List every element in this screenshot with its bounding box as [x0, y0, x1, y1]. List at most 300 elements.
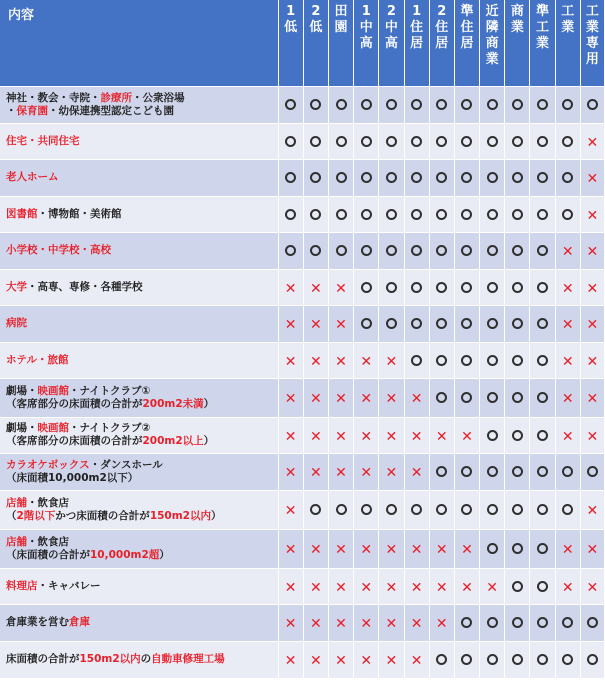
cross-icon: ✕	[360, 579, 373, 596]
cross-icon: ✕	[284, 579, 297, 596]
zone-cell-8	[454, 196, 479, 232]
circle-icon	[361, 99, 372, 110]
cross-icon: ✕	[410, 579, 423, 596]
zone-cell-13	[580, 86, 604, 123]
circle-icon	[461, 318, 472, 329]
zone-cell-12	[555, 305, 580, 342]
zone-header-char: 園	[334, 20, 348, 35]
zone-cell-12	[555, 159, 580, 196]
zone-cell-5	[379, 604, 404, 641]
zone-cell-9	[480, 453, 505, 490]
description-text: ）	[159, 548, 170, 561]
table-row	[0, 378, 605, 417]
zone-cell-6	[404, 305, 429, 342]
circle-icon	[386, 172, 397, 183]
cross-icon: ✕	[360, 465, 373, 481]
highlighted-text: ホテル・旅館	[6, 353, 69, 366]
zone-cell-11	[530, 123, 555, 159]
description-text: ・ナイトクラブ①	[69, 384, 151, 397]
circle-icon	[537, 543, 548, 554]
zone-cell-4	[354, 159, 379, 196]
cross-icon: ✕	[586, 391, 599, 407]
zone-cell-5	[379, 641, 404, 678]
zone-header-6	[404, 0, 429, 86]
cross-icon: ✕	[586, 280, 599, 297]
circle-icon	[411, 245, 422, 256]
zone-cell-13	[580, 604, 604, 641]
table-row	[0, 305, 605, 342]
description-line	[6, 653, 278, 666]
zone-header-char: 住	[460, 20, 474, 35]
zone-header-char: 隣	[485, 20, 499, 35]
zone-cell-11	[530, 417, 555, 453]
cross-icon: ✕	[586, 244, 599, 260]
zone-cell-4	[354, 378, 379, 417]
zone-cell-12	[555, 269, 580, 305]
circle-icon	[436, 392, 447, 403]
table-row	[0, 417, 605, 453]
circle-icon	[386, 209, 397, 220]
circle-icon	[512, 172, 523, 183]
cross-icon: ✕	[435, 428, 448, 445]
circle-icon	[562, 504, 573, 515]
zone-cell-8	[454, 641, 479, 678]
zone-cell-11	[530, 604, 555, 641]
zone-cell-4	[354, 342, 379, 378]
circle-icon	[386, 282, 397, 293]
circle-icon	[537, 318, 548, 329]
circle-icon	[461, 136, 472, 147]
zone-cell-9	[480, 305, 505, 342]
zone-cell-2	[303, 342, 328, 378]
circle-icon	[512, 654, 523, 665]
zone-header-char: 業	[561, 20, 575, 35]
zone-header-char: 田	[334, 4, 348, 19]
highlighted-text: 料理店	[6, 579, 38, 592]
zone-header-char: 居	[435, 36, 449, 51]
zone-header-char: 1	[286, 4, 296, 19]
description-line	[6, 536, 278, 549]
zone-cell-5	[379, 453, 404, 490]
zone-cell-13	[580, 417, 604, 453]
cross-icon: ✕	[284, 503, 297, 519]
circle-icon	[487, 318, 498, 329]
circle-icon	[487, 99, 498, 110]
cross-icon: ✕	[284, 653, 297, 669]
use-description	[0, 417, 278, 453]
cross-icon: ✕	[461, 542, 473, 558]
circle-icon	[361, 282, 372, 293]
zone-cell-13	[580, 342, 604, 378]
description-line	[6, 171, 278, 184]
cross-icon: ✕	[309, 280, 322, 297]
highlighted-text: 大学	[6, 280, 27, 293]
zone-header-11	[530, 0, 555, 86]
highlighted-text: 小学校・中学校・高校	[6, 244, 111, 256]
zone-cell-13	[580, 123, 604, 159]
circle-icon	[436, 282, 447, 293]
zone-cell-7	[429, 342, 454, 378]
zone-cell-3	[328, 232, 353, 269]
cross-icon: ✕	[360, 542, 373, 558]
circle-icon	[537, 282, 548, 293]
zone-cell-6	[404, 641, 429, 678]
description-text: ・キャバレー	[37, 579, 101, 592]
zone-cell-11	[530, 342, 555, 378]
zone-header-1	[278, 0, 303, 86]
circle-icon	[537, 654, 548, 665]
circle-icon	[411, 99, 422, 110]
zone-cell-4	[354, 232, 379, 269]
circle-icon	[361, 136, 372, 147]
zone-cell-13	[580, 159, 604, 196]
circle-icon	[512, 504, 523, 515]
circle-icon	[361, 172, 372, 183]
circle-icon	[461, 282, 472, 293]
zone-cell-10	[505, 232, 530, 269]
zone-cell-3	[328, 123, 353, 159]
zone-cell-8	[454, 232, 479, 269]
zone-cell-7	[429, 269, 454, 305]
description-text: の	[140, 653, 152, 665]
zone-cell-1	[278, 417, 303, 453]
use-description	[0, 490, 278, 529]
description-text: ・博物館・美術館	[37, 207, 122, 220]
zone-cell-8	[454, 123, 479, 159]
zone-cell-11	[530, 568, 555, 604]
zone-cell-2	[303, 196, 328, 232]
zone-cell-11	[530, 378, 555, 417]
zone-cell-1	[278, 378, 303, 417]
cross-icon: ✕	[410, 542, 423, 558]
zone-cell-10	[505, 378, 530, 417]
zone-cell-11	[530, 641, 555, 678]
zone-cell-6	[404, 269, 429, 305]
zone-header-char: 商	[510, 4, 524, 19]
cross-icon: ✕	[561, 317, 574, 333]
circle-icon	[336, 209, 347, 220]
circle-icon	[512, 466, 523, 477]
cross-icon: ✕	[385, 465, 398, 481]
highlighted-text: 倉庫	[69, 616, 90, 628]
highlighted-text: 店舗	[6, 535, 27, 548]
cross-icon: ✕	[410, 391, 423, 407]
zone-cell-13	[580, 490, 604, 529]
circle-icon	[512, 617, 523, 628]
circle-icon	[512, 282, 523, 293]
cross-icon: ✕	[561, 244, 574, 260]
zone-cell-6	[404, 417, 429, 453]
circle-icon	[411, 282, 422, 293]
zone-header-9	[480, 0, 505, 86]
circle-icon	[487, 466, 498, 477]
zone-cell-9	[480, 232, 505, 269]
description-text: ・ナイトクラブ②	[69, 422, 151, 434]
table-body	[0, 86, 605, 678]
zone-cell-2	[303, 232, 328, 269]
circle-icon	[487, 617, 498, 628]
zone-cell-7	[429, 378, 454, 417]
cross-icon: ✕	[335, 353, 347, 370]
zone-header-char: 工	[561, 4, 575, 19]
description-line	[6, 105, 278, 118]
zone-cell-8	[454, 529, 479, 568]
zone-cell-3	[328, 342, 353, 378]
cross-icon: ✕	[561, 542, 574, 558]
zone-header-char: 業	[585, 20, 599, 35]
highlighted-text: 映画館	[37, 422, 69, 434]
use-description	[0, 641, 278, 678]
table-row	[0, 232, 605, 269]
description-line	[6, 472, 278, 485]
circle-icon	[285, 245, 296, 256]
use-description	[0, 86, 278, 123]
cross-icon: ✕	[335, 653, 347, 669]
zone-cell-8	[454, 159, 479, 196]
cross-icon: ✕	[335, 317, 347, 333]
zone-cell-9	[480, 529, 505, 568]
zone-cell-11	[530, 453, 555, 490]
circle-icon	[562, 654, 573, 665]
circle-icon	[487, 355, 498, 366]
zone-cell-11	[530, 232, 555, 269]
zone-cell-2	[303, 159, 328, 196]
zone-cell-13	[580, 305, 604, 342]
cross-icon: ✕	[284, 353, 297, 370]
cross-icon: ✕	[385, 653, 398, 669]
cross-icon: ✕	[335, 391, 347, 407]
table-row	[0, 641, 605, 678]
cross-icon: ✕	[385, 579, 398, 596]
cross-icon: ✕	[360, 653, 373, 669]
zone-header-char: 低	[309, 20, 323, 35]
zone-cell-12	[555, 568, 580, 604]
zone-cell-3	[328, 305, 353, 342]
zone-cell-3	[328, 196, 353, 232]
cross-icon: ✕	[385, 353, 398, 370]
zone-header-char: 準	[460, 4, 474, 19]
zone-cell-6	[404, 529, 429, 568]
zone-cell-1	[278, 159, 303, 196]
description-text: ・飲食店	[27, 535, 69, 548]
zone-cell-5	[379, 490, 404, 529]
cross-icon: ✕	[561, 353, 574, 370]
zone-cell-6	[404, 232, 429, 269]
zone-cell-9	[480, 604, 505, 641]
circle-icon	[386, 504, 397, 515]
cross-icon: ✕	[586, 542, 599, 558]
cross-icon: ✕	[335, 616, 347, 632]
circle-icon	[436, 99, 447, 110]
zone-cell-11	[530, 490, 555, 529]
zone-cell-8	[454, 378, 479, 417]
table-row	[0, 568, 605, 604]
circle-icon	[512, 99, 523, 110]
description-text: （床面積10,000m2以下）	[6, 471, 139, 484]
zone-header-char: 近	[485, 4, 499, 19]
header-row	[0, 0, 605, 86]
circle-icon	[487, 543, 498, 554]
zone-cell-13	[580, 641, 604, 678]
zone-cell-1	[278, 568, 303, 604]
circle-icon	[436, 245, 447, 256]
table-row	[0, 123, 605, 159]
zone-cell-6	[404, 123, 429, 159]
circle-icon	[487, 172, 498, 183]
highlighted-text: 映画館	[37, 384, 69, 397]
zone-cell-5	[379, 305, 404, 342]
description-line	[6, 398, 278, 411]
circle-icon	[386, 99, 397, 110]
circle-icon	[310, 136, 321, 147]
circle-icon	[411, 172, 422, 183]
zone-cell-12	[555, 490, 580, 529]
circle-icon	[512, 136, 523, 147]
circle-icon	[436, 136, 447, 147]
zone-cell-12	[555, 196, 580, 232]
zone-cell-3	[328, 269, 353, 305]
description-text: （床面積の合計が	[6, 548, 90, 561]
zone-cell-4	[354, 305, 379, 342]
circle-icon	[487, 136, 498, 147]
description-text: 倉庫業を営む	[6, 616, 69, 628]
circle-icon	[537, 581, 548, 592]
circle-icon	[461, 392, 472, 403]
circle-icon	[487, 430, 498, 441]
circle-icon	[386, 245, 397, 256]
zone-cell-7	[429, 453, 454, 490]
circle-icon	[461, 99, 472, 110]
cross-icon: ✕	[360, 428, 373, 445]
table-row	[0, 342, 605, 378]
zone-cell-5	[379, 568, 404, 604]
circle-icon	[537, 136, 548, 147]
zone-cell-2	[303, 417, 328, 453]
description-line	[6, 281, 278, 294]
highlighted-text: 10,000m2超	[90, 548, 160, 561]
circle-icon	[411, 355, 422, 366]
zone-cell-7	[429, 305, 454, 342]
zone-cell-1	[278, 269, 303, 305]
description-line	[6, 354, 278, 367]
cross-icon: ✕	[586, 317, 599, 333]
zone-cell-12	[555, 342, 580, 378]
circle-icon	[411, 504, 422, 515]
zone-cell-8	[454, 417, 479, 453]
description-text: ・	[6, 104, 17, 117]
cross-icon: ✕	[309, 391, 322, 407]
table-row	[0, 529, 605, 568]
description-text: ・飲食店	[27, 496, 69, 509]
zone-cell-10	[505, 417, 530, 453]
zone-cell-2	[303, 568, 328, 604]
cross-icon: ✕	[486, 579, 499, 596]
circle-icon	[461, 617, 472, 628]
circle-icon	[537, 617, 548, 628]
circle-icon	[336, 245, 347, 256]
use-description	[0, 604, 278, 641]
circle-icon	[336, 99, 347, 110]
zone-cell-9	[480, 123, 505, 159]
description-line	[6, 317, 278, 330]
zone-cell-2	[303, 604, 328, 641]
zone-cell-5	[379, 159, 404, 196]
zone-cell-10	[505, 604, 530, 641]
zone-header-char: 専	[585, 36, 599, 51]
zone-cell-12	[555, 123, 580, 159]
circle-icon	[461, 209, 472, 220]
circle-icon	[487, 209, 498, 220]
zone-cell-13	[580, 196, 604, 232]
cross-icon: ✕	[335, 542, 347, 558]
zone-cell-5	[379, 123, 404, 159]
zone-cell-3	[328, 86, 353, 123]
circle-icon	[461, 466, 472, 477]
zone-cell-2	[303, 453, 328, 490]
zone-cell-10	[505, 86, 530, 123]
zone-header-12	[555, 0, 580, 86]
zone-cell-1	[278, 490, 303, 529]
cross-icon: ✕	[410, 653, 423, 669]
circle-icon	[285, 136, 296, 147]
cross-icon: ✕	[309, 579, 322, 596]
zone-cell-7	[429, 232, 454, 269]
zone-cell-3	[328, 378, 353, 417]
zone-cell-12	[555, 378, 580, 417]
zone-header-char: 用	[585, 52, 599, 67]
circle-icon	[336, 136, 347, 147]
zone-header-char: 1	[361, 4, 371, 19]
circle-icon	[537, 172, 548, 183]
zone-cell-8	[454, 453, 479, 490]
cross-icon: ✕	[461, 428, 473, 445]
zone-cell-4	[354, 417, 379, 453]
zone-header-char: 2	[437, 4, 447, 19]
zone-header-char: 高	[384, 36, 398, 51]
zone-cell-5	[379, 529, 404, 568]
cross-icon: ✕	[309, 353, 322, 370]
zone-cell-11	[530, 196, 555, 232]
cross-icon: ✕	[284, 542, 297, 558]
zone-header-char: 2	[386, 4, 396, 19]
zone-cell-5	[379, 342, 404, 378]
cross-icon: ✕	[561, 280, 574, 297]
description-line	[6, 244, 278, 257]
circle-icon	[336, 172, 347, 183]
cross-icon: ✕	[284, 391, 297, 407]
zone-cell-1	[278, 529, 303, 568]
cross-icon: ✕	[586, 207, 599, 224]
zone-cell-12	[555, 641, 580, 678]
zone-cell-12	[555, 232, 580, 269]
description-line	[6, 580, 278, 593]
description-line	[6, 435, 278, 448]
zone-header-char: 業	[485, 52, 499, 67]
zone-cell-1	[278, 453, 303, 490]
circle-icon	[361, 504, 372, 515]
zone-cell-12	[555, 604, 580, 641]
description-line	[6, 208, 278, 221]
zone-cell-7	[429, 123, 454, 159]
circle-icon	[461, 654, 472, 665]
circle-icon	[512, 392, 523, 403]
circle-icon	[436, 504, 447, 515]
zone-cell-2	[303, 378, 328, 417]
highlighted-text: 診療所	[100, 91, 132, 104]
zone-cell-9	[480, 378, 505, 417]
zone-header-3	[328, 0, 353, 86]
zone-header-2	[303, 0, 328, 86]
